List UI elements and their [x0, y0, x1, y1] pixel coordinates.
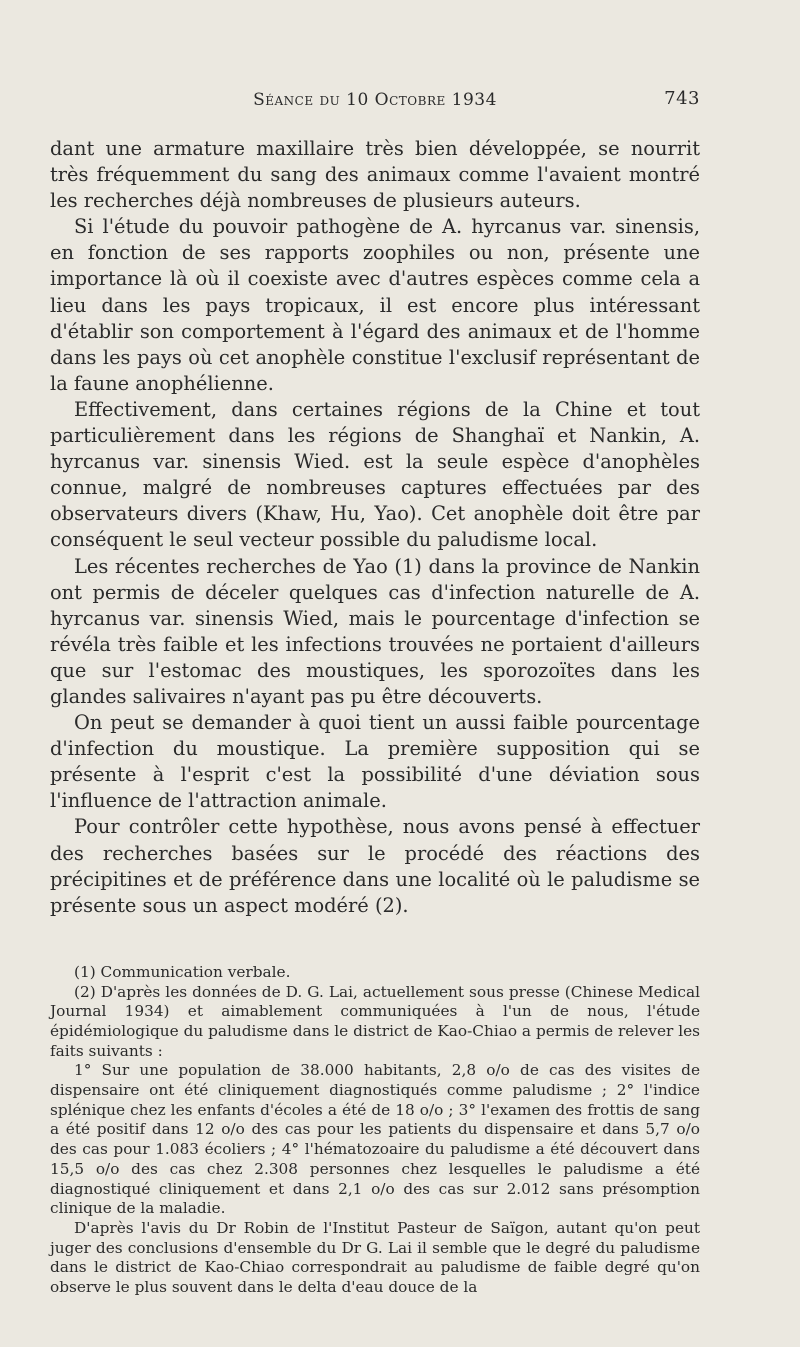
page-number: 743 [664, 88, 700, 109]
footnotes [50, 963, 700, 1298]
footnote: 1° Sur une population de 38.000 habitants, 2,8 o/o de cas des visites de dispensaire ont été cliniquement diagnostiqués comme paludisme ; 2° l'indice splénique chez les enfants d'écoles a été de 18 o/o ; 3° l'examen des frottis de sang a été positif dans 12 o/o des cas pour les patients du dispensaire et dans 5,7 o/o des cas pour 1.083 écoliers ; 4° l'hématozoaire du paludisme a été découvert dans 15,5 o/o des cas chez 2.308 personnes chez lesquelles le paludisme a été diagnostiqué cliniquement et dans 2,1 o/o des cas sur 2.012 sans présomption clinique de la maladie. [50, 1061, 700, 1218]
paragraph: Pour contrôler cette hypothèse, nous avons pensé à effectuer des recherches basées sur le procédé des réactions des précipitines et de préférence dans une localité où le paludisme se présente sous un aspect modéré (2). [50, 815, 700, 917]
paragraph: Si l'étude du pouvoir pathogène de A. hyrcanus var. sinensis, en fonction de ses rapports zoophiles ou non, présente une importance là où il coexiste avec d'autres espèces comme cela a lieu dans les pays tropicaux, il est encore plus intéressant d'établir son comportement à l'égard des animaux et de l'homme dans les pays où cet anophèle constitue l'exclusif représentant de la faune anophélienne. [50, 215, 700, 395]
footnote: (2) D'après les données de D. G. Lai, actuellement sous presse (Chinese Medical Journal 1934) et aimablement communiquées à l'un de nous, l'étude épidémiologique du paludisme dans le district de Kao-Chiao a permis de relever les faits suivants : [50, 982, 700, 1060]
footnote: (1) Communication verbale. [74, 962, 291, 981]
paragraph: Effectivement, dans certaines régions de la Chine et tout particulièrement dans les régions de Shanghaï et Nankin, A. hyrcanus var. sinensis Wied. est la seule espèce d'anophèles connue, malgré de nombreuses captures effectuées par des observateurs divers (Khaw, Hu, Yao). Cet anophèle doit être par conséquent le seul vecteur possible du paludisme local. [50, 397, 700, 552]
main-text [50, 136, 700, 919]
page [50, 86, 700, 1298]
paragraph: dant une armature maxillaire très bien développée, se nourrit très fréquemment du sang des animaux comme l'avaient montré les recherches déjà nombreuses de plusieurs auteurs. [50, 137, 700, 213]
header-title: Séance du 10 Octobre 1934 [253, 90, 497, 110]
paragraph: Les récentes recherches de Yao (1) dans la province de Nankin ont permis de déceler quelques cas d'infection naturelle de A. hyrcanus var. sinensis Wied, mais le pourcentage d'infection se révéla très faible et les infections trouvées ne portaient d'ailleurs que sur l'estomac des moustiques, les sporozoïtes dans les glandes salivaires n'ayant pas pu être découverts. [50, 554, 700, 708]
footnote: D'après l'avis du Dr Robin de l'Institut Pasteur de Saïgon, autant qu'on peut juger des conclusions d'ensemble du Dr G. Lai il semble que le degré du paludisme dans le district de Kao-Chiao correspondrait au paludisme de faible degré qu'on observe le plus souvent dans le delta d'eau douce de la [50, 1218, 700, 1297]
paragraph: On peut se demander à quoi tient un aussi faible pourcentage d'infection du moustique. La première supposition qui se présente à l'esprit c'est la possibilité d'une déviation sous l'influence de l'attraction animale. [50, 711, 700, 813]
running-header [50, 86, 700, 116]
